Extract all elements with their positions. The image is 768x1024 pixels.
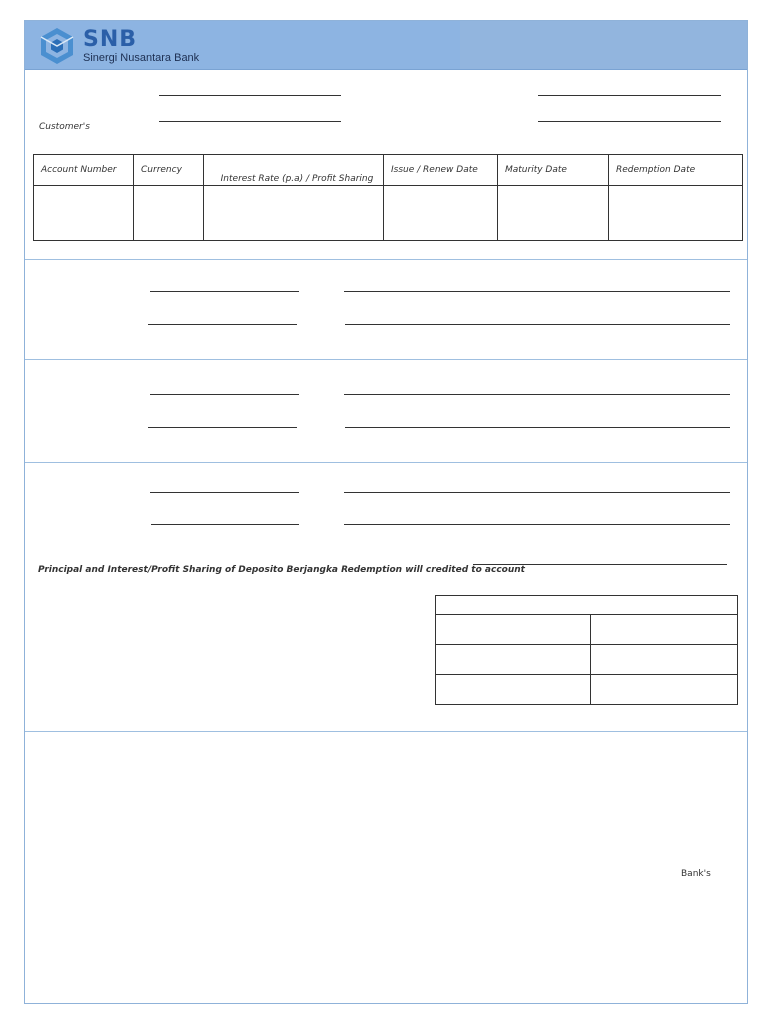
table-row xyxy=(436,615,738,645)
section3-field-4[interactable] xyxy=(345,427,730,428)
customer-label: Customer's xyxy=(39,122,90,132)
brand-subtitle: Sinergi Nusantara Bank xyxy=(83,52,200,64)
table-row xyxy=(34,186,743,241)
cell-account-number[interactable] xyxy=(34,186,134,241)
signature-cell[interactable] xyxy=(436,645,591,675)
account-table xyxy=(33,154,743,241)
section3-field-2[interactable] xyxy=(344,394,730,395)
customer-id-line[interactable] xyxy=(159,121,341,122)
cell-currency[interactable] xyxy=(134,186,204,241)
section-divider-2 xyxy=(25,359,747,360)
signature-cell[interactable] xyxy=(436,675,591,705)
section-divider-1 xyxy=(25,259,747,260)
cell-redemption-date[interactable] xyxy=(609,186,743,241)
cell-issue-renew-date[interactable] xyxy=(384,186,498,241)
account-table-header xyxy=(34,155,743,186)
table-row xyxy=(436,645,738,675)
date-line[interactable] xyxy=(538,95,721,96)
signature-cell[interactable] xyxy=(591,645,738,675)
table-row xyxy=(436,596,738,615)
section3-field-1[interactable] xyxy=(150,394,299,395)
col-redemption-date: Redemption Date xyxy=(609,155,743,186)
cell-interest-rate[interactable] xyxy=(204,186,384,241)
section4-field-2[interactable] xyxy=(344,492,730,493)
section-divider-3 xyxy=(25,462,747,463)
signature-cell[interactable] xyxy=(591,615,738,645)
bank-label: Bank's xyxy=(681,869,711,879)
table-row xyxy=(436,675,738,705)
section2-field-1[interactable] xyxy=(150,291,299,292)
col-issue-renew-date: Issue / Renew Date xyxy=(384,155,498,186)
branch-line[interactable] xyxy=(538,121,721,122)
cell-maturity-date[interactable] xyxy=(498,186,609,241)
form-page xyxy=(24,20,748,1004)
section4-field-1[interactable] xyxy=(150,492,299,493)
col-maturity-date: Maturity Date xyxy=(498,155,609,186)
signature-cell[interactable] xyxy=(591,675,738,705)
signature-table xyxy=(435,595,738,705)
redemption-note: Principal and Interest/Profit Sharing of Deposito Berjangka Redemption will credited to account xyxy=(38,565,525,575)
section4-field-3[interactable] xyxy=(151,524,299,525)
signature-table-header-cell xyxy=(436,596,738,615)
header-right-panel xyxy=(460,21,747,69)
signature-cell[interactable] xyxy=(436,615,591,645)
col-currency: Currency xyxy=(134,155,204,186)
section3-field-3[interactable] xyxy=(148,427,297,428)
section-divider-4 xyxy=(25,731,747,732)
snb-logo-icon xyxy=(37,26,77,66)
col-interest-rate-label: Interest Rate (p.a) / Profit Sharing xyxy=(220,174,374,184)
header-bar xyxy=(25,21,747,70)
section2-field-4[interactable] xyxy=(345,324,730,325)
col-interest-rate xyxy=(204,155,384,186)
brand-name: SNB xyxy=(83,27,138,52)
col-account-number: Account Number xyxy=(34,155,134,186)
section2-field-2[interactable] xyxy=(344,291,730,292)
section2-field-3[interactable] xyxy=(148,324,297,325)
customer-name-line[interactable] xyxy=(159,95,341,96)
redemption-account-line[interactable] xyxy=(473,564,727,565)
section4-field-4[interactable] xyxy=(344,524,730,525)
